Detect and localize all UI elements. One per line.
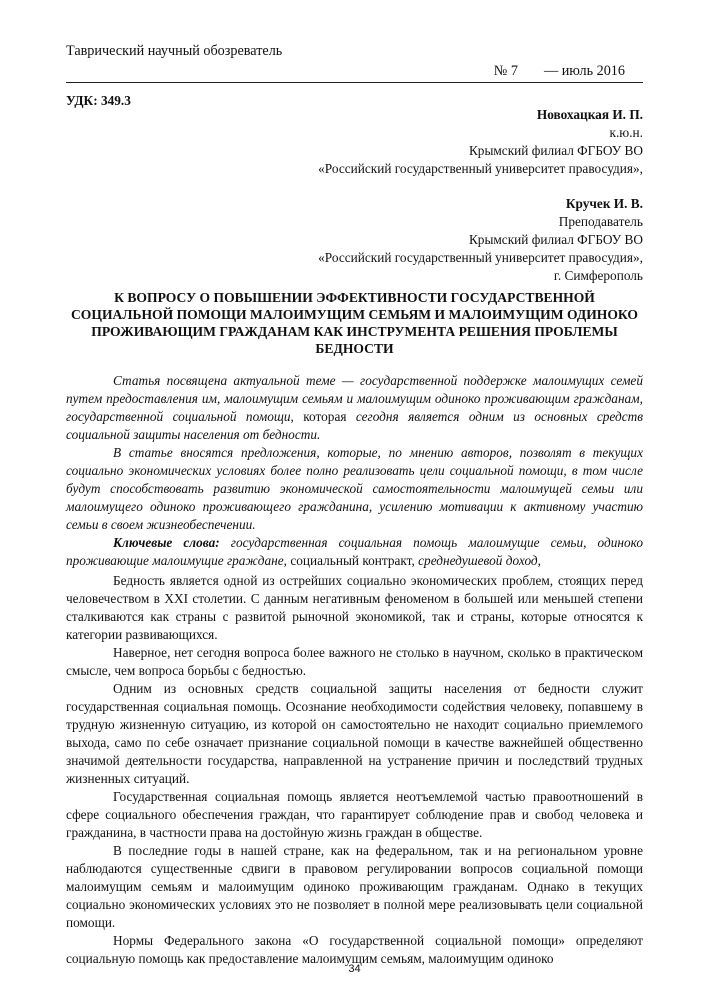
author-university: «Российский государственный университет правосудия»,	[318, 250, 643, 265]
keywords-text: государственная социальная помощь малоимущие семьи, одиноко проживающие малоимущие граждане,	[66, 535, 643, 568]
abstract	[66, 372, 643, 570]
author-university: «Российский государственный университет правосудия»,	[318, 161, 643, 176]
author-block	[66, 106, 643, 285]
header-divider	[66, 82, 643, 83]
keywords	[66, 534, 643, 570]
article-title: К ВОПРОСУ О ПОВЫШЕНИИ ЭФФЕКТИВНОСТИ ГОСУДАРСТВЕННОЙ СОЦИАЛЬНОЙ ПОМОЩИ МАЛОИМУЩИМ СЕМЬЯМ И МАЛОИМУЩИМ ОДИНОКО ПРОЖИВАЮЩИМ ГРАЖДАНАМ КАК ИНСТРУМЕНТА РЕШЕНИЯ ПРОБЛЕМЫ БЕДНОСТИ	[70, 290, 639, 356]
author-affiliation: Крымский филиал ФГБОУ ВО	[468, 143, 643, 158]
body-paragraph: Бедность является одной из острейших социально экономических проблем, стоящих перед человечеством в XXI столетии. С данным негативным феноменом в большей или меньшей степени сталкиваются как страны с развитой рыночной экономикой, так и страны, которые относятся к категории развивающихся.	[66, 573, 643, 642]
udc-code: УДК: 349.3	[66, 93, 131, 108]
document-page	[66, 0, 643, 1003]
abstract-paragraph: В статье вносятся предложения, которые, по мнению авторов, позволят в текущих социально экономических условиях более полно реализовать цели социальной помощи, в том числе будут способствовать развитию экономической самостоятельности малоимущей семьи или малоимущего одиноко проживающего гражданина, усилению мотивации к активному участию семьи в своем жизнеобеспечении.	[66, 445, 643, 532]
journal-title: Таврический научный обозреватель	[66, 43, 283, 59]
body-paragraph: Нормы Федерального закона «О государственной социальной помощи» определяют социальную помощь как предоставление малоимущим семьям, малоимущим одиноко	[66, 933, 643, 966]
author-city: г. Симферополь	[553, 268, 643, 283]
abstract-paragraph	[66, 372, 643, 444]
author-name: Новохацкая И. П.	[536, 107, 643, 122]
article-body	[66, 572, 643, 968]
author-affiliation: Крымский филиал ФГБОУ ВО	[468, 232, 643, 247]
body-paragraph: Одним из основных средств социальной защиты населения от бедности служит государственная социальная помощь. Осознание необходимости содействия человеку, попавшему в трудную жизненную ситуацию, из которой он самостоятельно не находит социально приемлемого выхода, само по себе означает признание социальной помощи в качестве важнейшей общественно значимой деятельности государства, направленной на устранение причин и последствий трудных жизненных ситуаций.	[66, 681, 643, 786]
issue-info	[66, 62, 625, 80]
body-paragraph: Наверное, нет сегодня вопроса более важного не столько в научном, сколько в практическом смысле, чем вопроса борьбы с бедностью.	[66, 645, 643, 678]
body-paragraph: В последние годы в нашей стране, как на федеральном, так и на региональном уровне наблюдаются существенные сдвиги в правовом регулировании вопросов социальной помощи малоимущим семьям и малоимущим одиноко проживающим гражданам. Однако в текущих социально экономических условиях это не позволяет в полной мере реализовывать цели социальной помощи.	[66, 843, 643, 930]
keywords-text: социальный контракт,	[287, 553, 419, 568]
issue-date: — июль 2016	[543, 63, 625, 79]
abstract-text: сегодня является одним из основных средств социальной защиты населения от бедности.	[66, 409, 643, 442]
author-position: Преподаватель	[558, 214, 643, 229]
author-degree: к.ю.н.	[609, 125, 643, 140]
keywords-label: Ключевые слова:	[113, 535, 220, 550]
author-name: Кручек И. В.	[565, 196, 643, 211]
issue-number: № 7	[493, 63, 518, 79]
keywords-text: среднедушевой доход,	[418, 553, 541, 568]
abstract-text: , которая	[290, 409, 356, 424]
page-number: 34	[348, 963, 361, 975]
body-paragraph: Государственная социальная помощь является неотъемлемой частью правоотношений в сфере социального обеспечения граждан, что гарантирует соблюдение прав и свобод человека и гражданина, в частности права на достойную жизнь граждан в обществе.	[66, 789, 643, 840]
abstract-text: Статья посвящена актуальной теме — государственной поддержке малоимущих семей путем предоставления им, малоимущим семьям и малоимущим одиноко проживающим гражданам, государственной социальной помощи	[66, 373, 643, 424]
